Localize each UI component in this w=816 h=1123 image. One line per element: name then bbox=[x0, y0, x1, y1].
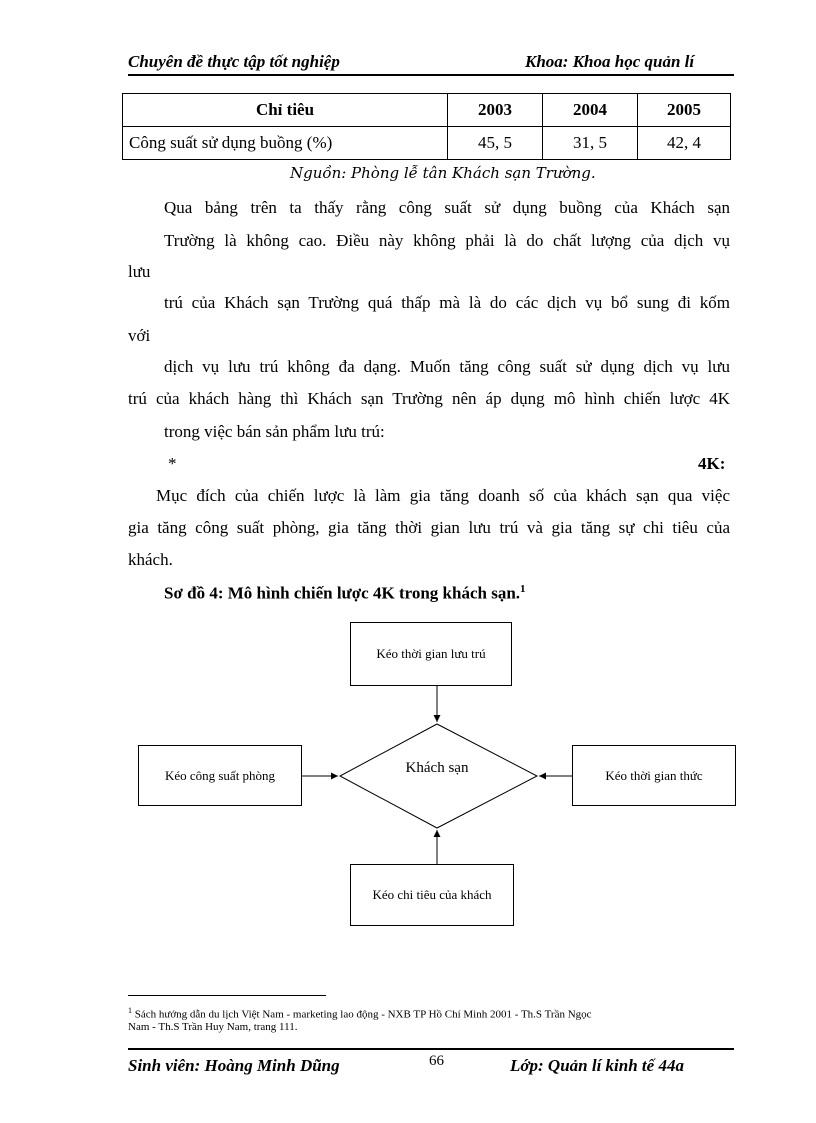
diagram-title-text: Sơ đồ 4: Mô hình chiến lược 4K trong khách sạn. bbox=[164, 583, 521, 603]
col-header-2003: 2003 bbox=[448, 94, 543, 127]
footnote-ref: 1 bbox=[520, 583, 526, 595]
footnote-text: Sách hướng dẫn du lịch Việt Nam - marketing lao động - NXB TP Hồ Chí Minh 2001 - Th.S Trần Ngọc bbox=[134, 1008, 592, 1021]
paragraph-line: Trường là không cao. Điều này không phải là do chất lượng của dịch vụ bbox=[164, 231, 730, 250]
page-number: 66 bbox=[429, 1053, 444, 1069]
table-cell: 31, 5 bbox=[543, 127, 638, 160]
footnote bbox=[128, 1005, 738, 1033]
footer-right: Lớp: Quản lí kinh tế 44a bbox=[510, 1056, 684, 1075]
col-header-2004: 2004 bbox=[543, 94, 638, 127]
bullet-mark: * bbox=[168, 454, 177, 473]
box-stay-time: Kéo thời gian lưu trú bbox=[350, 622, 512, 686]
footnote-line: Nam - Th.S Trần Huy Nam, trang 111. bbox=[128, 1020, 298, 1033]
box-spending: Kéo chi tiêu của khách bbox=[350, 864, 514, 926]
table-cell: 42, 4 bbox=[638, 127, 731, 160]
paragraph-line: với bbox=[128, 326, 151, 345]
bullet-label: 4K: bbox=[698, 454, 726, 473]
paragraph-line: dịch vụ lưu trú không đa dạng. Muốn tăng công suất sử dụng dịch vụ lưu bbox=[164, 357, 730, 376]
paragraph-line: trong việc bán sản phẩm lưu trú: bbox=[164, 422, 385, 441]
paragraph-line: trú của khách hàng thì Khách sạn Trường nên áp dụng mô hình chiến lược 4K bbox=[128, 389, 730, 408]
box-awake-time: Kéo thời gian thức bbox=[572, 745, 736, 806]
paragraph-line: gia tăng công suất phòng, gia tăng thời gian lưu trú và gia tăng sự chi tiêu của bbox=[128, 518, 730, 537]
header-left: Chuyên đề thực tập tốt nghiệp bbox=[128, 52, 340, 71]
paragraph-line: trú của Khách sạn Trường quá thấp mà là do các dịch vụ bổ sung đi kốm bbox=[164, 293, 730, 312]
footer-rule bbox=[128, 1048, 734, 1050]
center-label: Khách sạn bbox=[405, 760, 469, 776]
footnote-mark: 1 bbox=[128, 1006, 132, 1015]
table-source: Nguồn: Phòng lễ tân Khách sạn Trường. bbox=[290, 164, 596, 182]
header-right: Khoa: Khoa học quản lí bbox=[525, 52, 695, 71]
footer-left: Sinh viên: Hoàng Minh Dũng bbox=[128, 1056, 340, 1075]
paragraph-line: Mục đích của chiến lược là làm gia tăng doanh số của khách sạn qua việc bbox=[156, 486, 730, 505]
box-room-capacity: Kéo công suất phòng bbox=[138, 745, 302, 806]
paragraph-line: Qua bảng trên ta thấy rằng công suất sử dụng buồng của Khách sạn bbox=[164, 198, 730, 217]
paragraph-line: khách. bbox=[128, 550, 173, 569]
col-header-2005: 2005 bbox=[638, 94, 731, 127]
paragraph-line: lưu bbox=[128, 262, 151, 281]
table-cell: Công suất sử dụng buồng (%) bbox=[123, 127, 448, 160]
col-header-indicator: Chỉ tiêu bbox=[123, 94, 448, 127]
table-cell: 45, 5 bbox=[448, 127, 543, 160]
footnote-line bbox=[128, 1005, 738, 1021]
footnote-rule bbox=[128, 995, 326, 996]
